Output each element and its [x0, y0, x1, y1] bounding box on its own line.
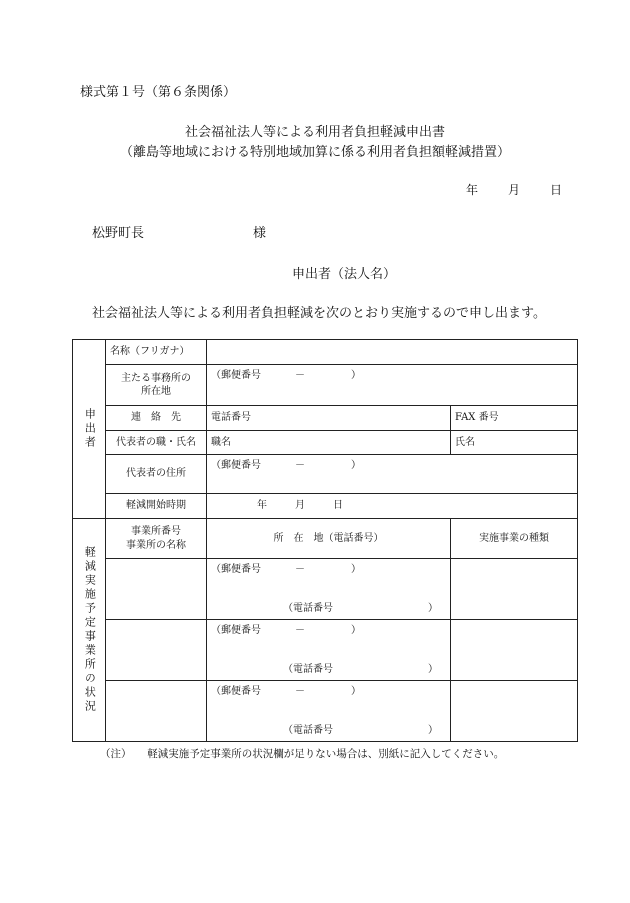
- rep-title-field: 職名: [207, 431, 451, 455]
- phone-close: ）: [428, 602, 438, 614]
- office-row-3-location: [207, 681, 451, 742]
- rep-address-label: 代表者の住所: [106, 455, 207, 494]
- rep-name-field: 氏名: [451, 431, 578, 455]
- phone-close: ）: [428, 724, 438, 736]
- date-day: 日: [550, 183, 563, 197]
- rep-postal-field: [207, 455, 578, 494]
- postal-close: ）: [351, 625, 361, 636]
- date-year: 年: [466, 183, 479, 197]
- contact-label: 連 絡 先: [106, 406, 207, 431]
- postal-open: （郵便番号: [211, 625, 261, 636]
- statement: 社会福祉法人等による利用者負担軽減を次のとおり実施するので申し出ます。: [92, 306, 546, 321]
- office-row-1-location: [207, 559, 451, 620]
- office-postal-field: [207, 365, 578, 406]
- application-form-table: [72, 339, 578, 742]
- postal-dash: －: [295, 686, 305, 697]
- document-title: 社会福祉法人等による利用者負担軽減申出書: [184, 125, 445, 140]
- fax-field: FAX 番号: [451, 406, 578, 431]
- office-row-2-location: [207, 620, 451, 681]
- honorific: 様: [253, 226, 267, 241]
- office-row-2-phone: [283, 663, 438, 677]
- date-month: 月: [508, 183, 521, 197]
- postal-open: （郵便番号: [211, 564, 261, 575]
- postal-dash: －: [295, 625, 305, 636]
- office-row-3-phone: [283, 724, 438, 738]
- phone-open: （電話番号: [283, 663, 333, 675]
- addressee: 松野町長: [92, 226, 145, 241]
- office-col-header-line1: 事業所番号: [131, 526, 181, 537]
- office-row-2-name: [106, 620, 207, 681]
- phone-field: 電話番号: [207, 406, 451, 431]
- start-date-label: 軽減開始時期: [106, 494, 207, 519]
- office-row-3-name: [106, 681, 207, 742]
- office-address-label-line2: 所在地: [141, 386, 171, 397]
- office-row-3-type: [451, 681, 578, 742]
- office-address-label: [106, 365, 207, 406]
- footnote: （注） 軽減実施予定事業所の状況欄が足りない場合は、別紙に記入してください。: [100, 748, 505, 760]
- start-date-field: [207, 494, 578, 519]
- postal-dash: －: [295, 370, 305, 381]
- postal-open: （郵便番号: [211, 460, 261, 471]
- representative-label: 代表者の職・氏名: [106, 431, 207, 455]
- postal-open: （郵便番号: [211, 686, 261, 697]
- postal-dash: －: [295, 460, 305, 471]
- office-row-1-type: [451, 559, 578, 620]
- postal-open: （郵便番号: [211, 370, 261, 381]
- applicant-label: 申出者（法人名）: [292, 267, 397, 282]
- office-address-label-line1: 主たる事務所の: [121, 372, 191, 384]
- office-row-1-phone: [283, 602, 438, 616]
- start-month: 月: [295, 500, 305, 512]
- phone-close: ）: [428, 663, 438, 675]
- office-row-1-name: [106, 559, 207, 620]
- document-subtitle: （離島等地域における特別地域加算に係る利用者負担額軽減措置）: [119, 145, 510, 160]
- name-label: 名称（フリガナ）: [106, 340, 207, 365]
- office-col-header: [106, 519, 207, 559]
- location-col-header: 所 在 地（電話番号）: [207, 519, 451, 559]
- postal-close: ）: [351, 460, 361, 471]
- start-day: 日: [333, 500, 343, 512]
- office-row-2-type: [451, 620, 578, 681]
- type-col-header: 実施事業の種類: [451, 519, 578, 559]
- phone-open: （電話番号: [283, 724, 333, 736]
- phone-open: （電話番号: [283, 602, 333, 614]
- postal-close: ）: [351, 370, 361, 381]
- applicant-section-heading: 申出者: [73, 340, 106, 519]
- office-col-header-line2: 事業所の名称: [126, 539, 186, 551]
- start-year: 年: [257, 500, 267, 512]
- office-section-heading: 軽減実施予定事業所の状況: [73, 519, 106, 742]
- postal-dash: －: [295, 564, 305, 575]
- date-line: [466, 181, 562, 198]
- postal-close: ）: [351, 686, 361, 697]
- form-number: 様式第１号（第６条関係）: [80, 85, 237, 100]
- name-field: [207, 340, 578, 365]
- postal-close: ）: [351, 564, 361, 575]
